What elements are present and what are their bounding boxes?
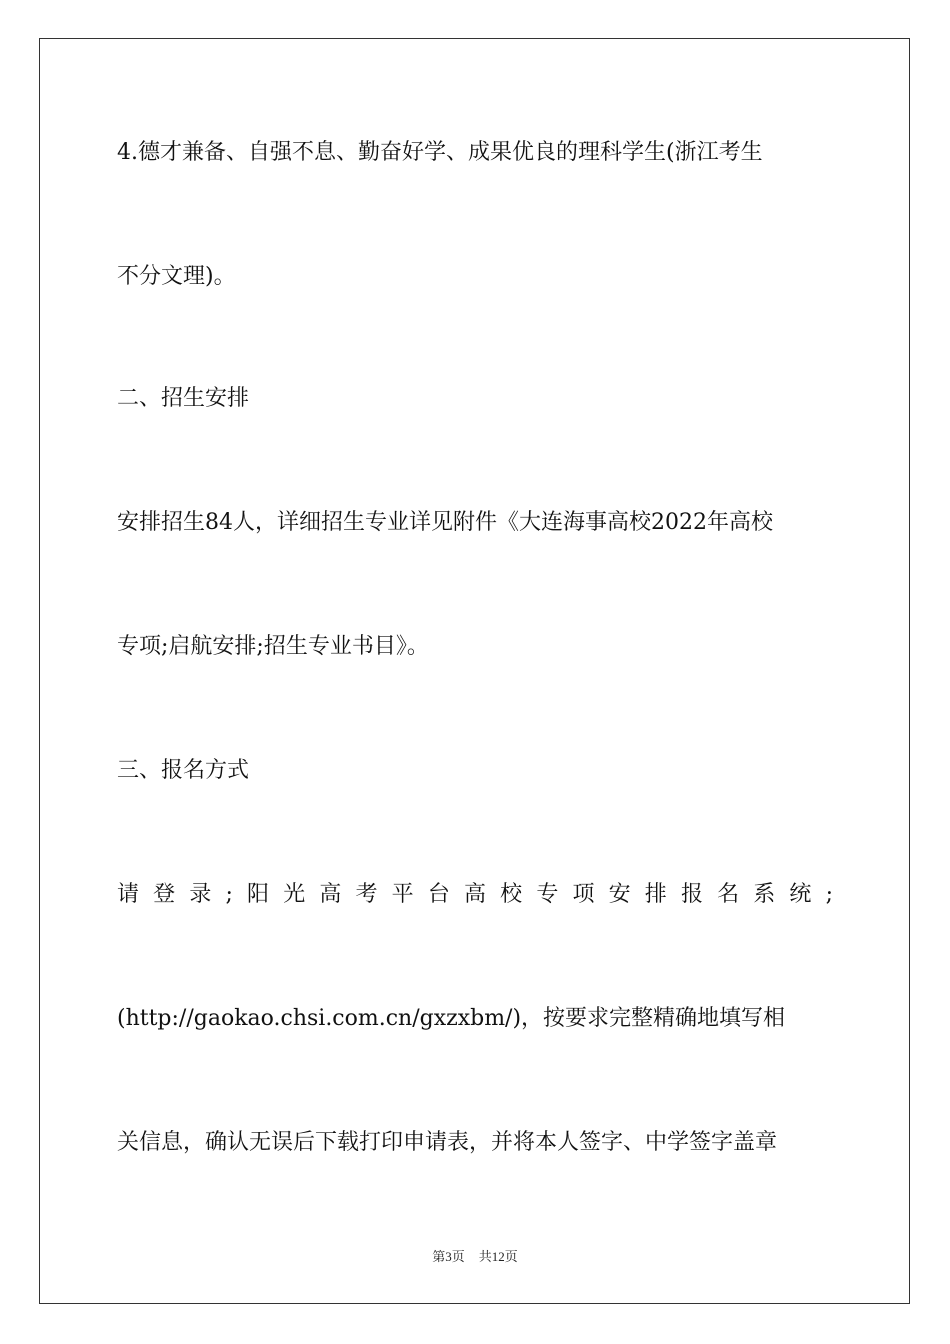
page-footer: [0, 1246, 950, 1265]
page-number: 第3页: [432, 1249, 465, 1264]
text-line-7: 请登录;阳光高考平台高校专项安排报名系统;: [117, 882, 833, 907]
text-line-8: (http://gaokao.chsi.com.cn/gxzxbm/)，按要求完整精确地填写相: [117, 1006, 786, 1031]
text-line-4: 安排招生84人，详细招生专业详见附件《大连海事高校2022年高校: [117, 510, 773, 535]
page-border: [39, 38, 910, 1304]
text-line-1: 4.德才兼备、自强不息、勤奋好学、成果优良的理科学生(浙江考生: [117, 140, 763, 165]
text-line-9: 关信息，确认无误后下载打印申请表，并将本人签字、中学签字盖章: [117, 1130, 778, 1155]
section-heading-2: 二、招生安排: [117, 386, 250, 411]
page-total: 共12页: [478, 1249, 518, 1264]
text-line-5: 专项;启航安排;招生专业书目》。: [117, 634, 429, 659]
section-heading-3: 三、报名方式: [117, 758, 250, 783]
text-line-2: 不分文理)。: [117, 264, 236, 289]
